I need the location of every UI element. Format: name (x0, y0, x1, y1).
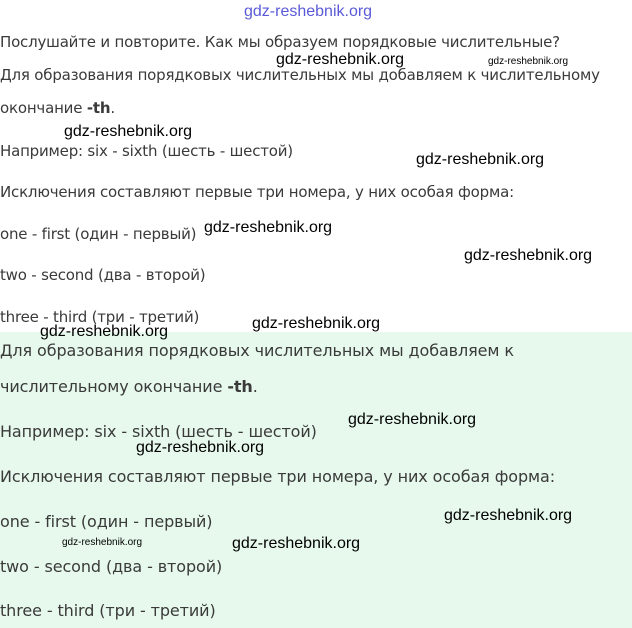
watermark: gdz-reshebnik.org (136, 439, 265, 456)
watermark: gdz-reshebnik.org (252, 315, 381, 332)
answer-suffix-th: -th (227, 377, 253, 396)
rule-line-1: Для образования порядковых числительных мы добавляем к числительному (0, 66, 600, 84)
exceptions-text: Исключения составляют первые три номера, у них особая форма: (0, 183, 514, 201)
answer-rule-line-1: Для образования порядковых числительных мы добавляем к (0, 341, 514, 360)
watermark: gdz-reshebnik.org (416, 151, 545, 168)
exception-three: three - third (три - третий) (0, 308, 200, 326)
watermark: gdz-reshebnik.org (232, 535, 361, 552)
answer-rule-line-2-prefix: числительному окончание (0, 377, 228, 396)
answer-exception-one: one - first (один - первый) (0, 512, 213, 531)
header-watermark: gdz-reshebnik.org (244, 3, 373, 20)
answer-example-text: Например: six - sixth (шесть - шестой) (0, 422, 317, 441)
rule-line-2-prefix: окончание (0, 99, 87, 117)
question-text: Послушайте и повторите. Как мы образуем порядковые числительные? (0, 33, 560, 51)
watermark: gdz-reshebnik.org (444, 507, 573, 524)
answer-exceptions-text: Исключения составляют первые три номера, у них особая форма: (0, 467, 555, 486)
rule-line-2-end: . (110, 99, 115, 117)
watermark: gdz-reshebnik.org (464, 247, 593, 264)
rule-line-2 (0, 99, 115, 117)
watermark: gdz-reshebnik.org (62, 537, 143, 548)
exception-one: one - first (один - первый) (0, 225, 197, 243)
watermark: gdz-reshebnik.org (40, 323, 169, 340)
watermark: gdz-reshebnik.org (64, 123, 193, 140)
watermark: gdz-reshebnik.org (488, 56, 569, 67)
answer-rule-line-2 (0, 377, 258, 396)
watermark: gdz-reshebnik.org (204, 219, 333, 236)
answer-exception-three: three - third (три - третий) (0, 601, 216, 620)
watermark: gdz-reshebnik.org (276, 51, 405, 68)
answer-rule-line-2-end: . (252, 377, 258, 396)
watermark: gdz-reshebnik.org (348, 411, 477, 428)
exception-two: two - second (два - второй) (0, 266, 206, 284)
answer-exception-two: two - second (два - второй) (0, 557, 223, 576)
example-text: Например: six - sixth (шесть - шестой) (0, 142, 293, 160)
suffix-th: -th (86, 99, 111, 117)
